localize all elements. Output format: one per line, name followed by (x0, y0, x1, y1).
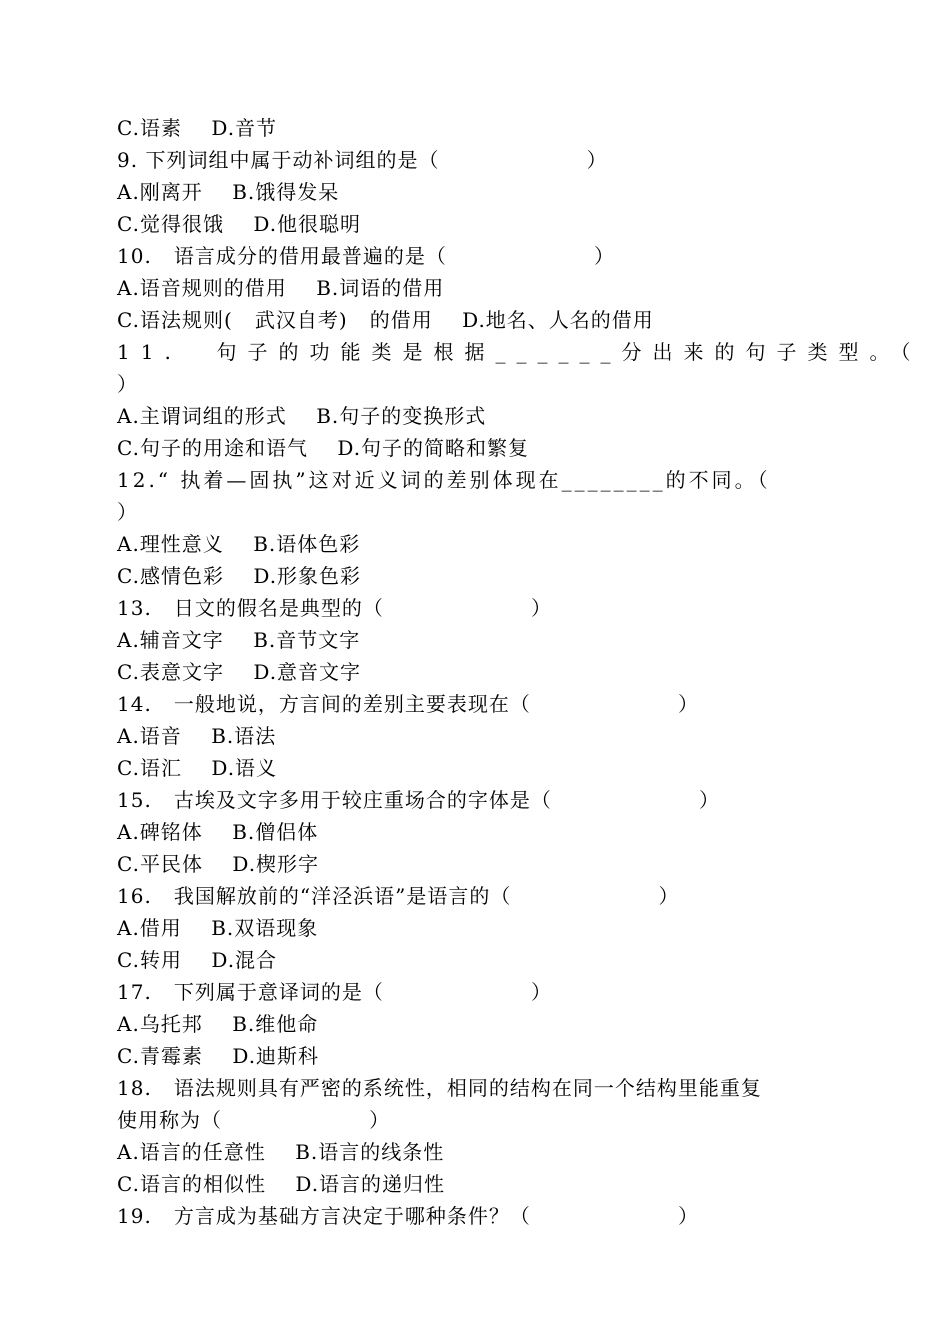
options-ab: A.主谓词组的形式 B.句子的变换形式 (117, 404, 487, 428)
question-11: 11. 句子的功能类是根据______分出来的句子类型。（ (117, 340, 922, 364)
options-cd: C.青霉素 D.迪斯科 (117, 1044, 320, 1068)
options-ab: A.语音 B.语法 (117, 724, 277, 748)
options-ab: A.碑铭体 B.僧侣体 (117, 820, 319, 844)
options-cd: C.语法规则( 武汉自考) 的借用 D.地名、人名的借用 (117, 308, 654, 332)
question-12: 12.“ 执着—固执”这对近义词的差别体现在________的不同。（ (117, 468, 771, 492)
text-line: C.语素 D.音节 (117, 116, 278, 140)
options-ab: A.辅音文字 B.音节文字 (117, 628, 361, 652)
options-cd: C.语言的相似性 D.语言的递归性 (117, 1172, 446, 1196)
question-15: 15. 古埃及文字多用于较庄重场合的字体是（ ） (117, 788, 721, 812)
question-13: 13. 日文的假名是典型的（ ） (117, 596, 553, 620)
options-cd: C.觉得很饿 D.他很聪明 (117, 212, 362, 236)
options-ab: A.理性意义 B.语体色彩 (117, 532, 361, 556)
options-cd: C.语汇 D.语义 (117, 756, 278, 780)
question-16: 16. 我国解放前的“洋泾浜语”是语言的（ ） (117, 884, 680, 908)
options-cd: C.平民体 D.楔形字 (117, 852, 320, 876)
question-19: 19. 方言成为基础方言决定于哪种条件？（ ） (117, 1204, 700, 1228)
options-cd: C.感情色彩 D.形象色彩 (117, 564, 362, 588)
question-11-bracket: ） (117, 372, 138, 396)
question-14: 14. 一般地说，方言间的差别主要表现在（ ） (117, 692, 700, 716)
options-cd: C.表意文字 D.意音文字 (117, 660, 362, 684)
options-cd: C.转用 D.混合 (117, 948, 278, 972)
question-18: 18. 语法规则具有严密的系统性，相同的结构在同一个结构里能重复 (117, 1076, 762, 1100)
options-ab: A.语音规则的借用 B.词语的借用 (117, 276, 445, 300)
question-9: 9. 下列词组中属于动补词组的是（ ） (117, 148, 608, 172)
options-ab: A.刚离开 B.饿得发呆 (117, 180, 340, 204)
options-ab: A.借用 B.双语现象 (117, 916, 319, 940)
options-ab: A.语言的任意性 B.语言的线条性 (117, 1140, 445, 1164)
options-cd: C.句子的用途和语气 D.句子的简略和繁复 (117, 436, 530, 460)
question-17: 17. 下列属于意译词的是（ ） (117, 980, 553, 1004)
document-page (117, 112, 922, 1232)
question-10: 10. 语言成分的借用最普遍的是（ ） (117, 244, 616, 268)
question-12-bracket: ） (117, 500, 138, 524)
question-18-continued: 使用称为（ ） (117, 1108, 391, 1132)
options-ab: A.乌托邦 B.维他命 (117, 1012, 319, 1036)
